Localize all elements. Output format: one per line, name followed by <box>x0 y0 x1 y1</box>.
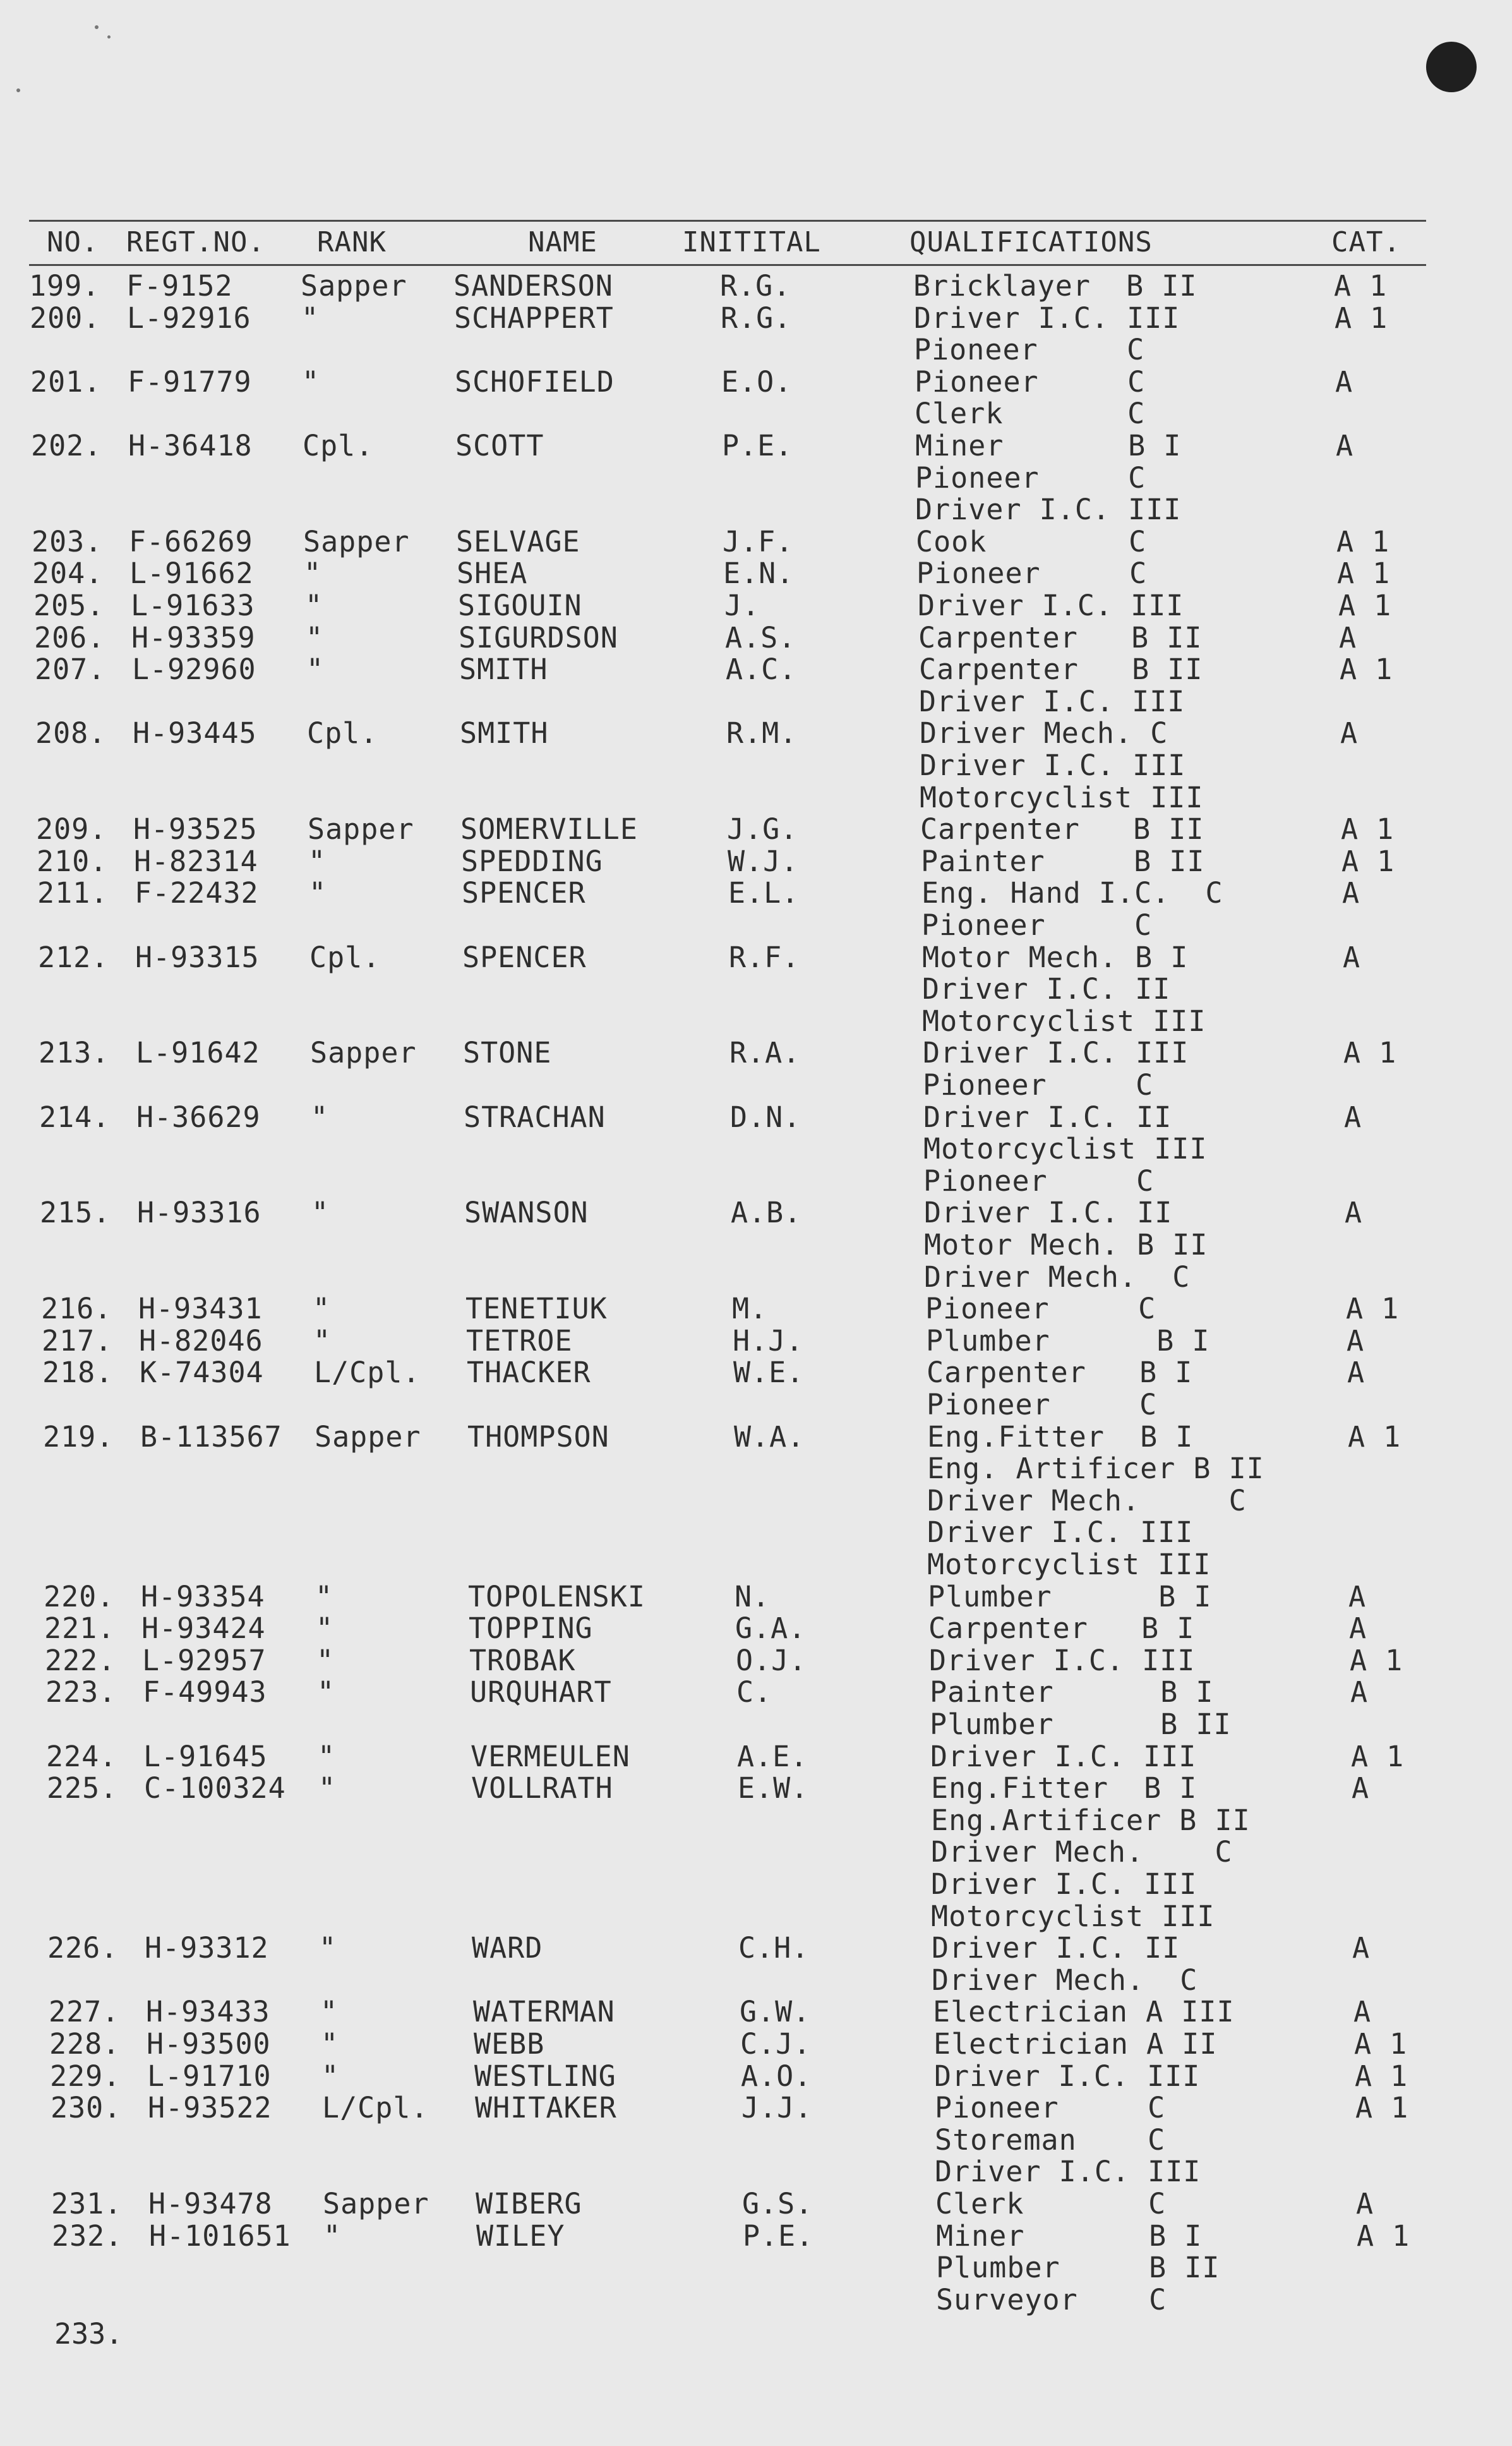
entry-rank: " <box>321 2059 340 2093</box>
entry-no: 229. <box>50 2059 121 2093</box>
entry-qualification: Plumber B II <box>930 1708 1232 1741</box>
entry-name: STRACHAN <box>464 1100 606 1134</box>
entry-regt-no: K-74304 <box>140 1356 264 1390</box>
entry-qualification: Plumber B I <box>928 1579 1212 1613</box>
entry-name: TOPOLENSKI <box>468 1579 645 1613</box>
entry-cat: A 1 <box>1357 2219 1410 2253</box>
entry-qualification: Driver I.C. III <box>929 1643 1196 1677</box>
entry-qualification: Pioneer C <box>915 461 1146 495</box>
entry-no: 227. <box>49 1995 120 2029</box>
entry-qualification: Driver Mech. C <box>931 1835 1233 1869</box>
entry-regt-no: H-82314 <box>134 844 258 878</box>
entry-initial: A.S. <box>725 620 796 654</box>
header-rank: RANK <box>317 226 387 258</box>
entry-initial: P.E. <box>722 429 793 462</box>
entry-initial: A.B. <box>731 1196 802 1230</box>
entry-rank: " <box>309 876 327 910</box>
entry-name: WILEY <box>476 2219 565 2253</box>
entry-initial: A.O. <box>741 2059 812 2093</box>
entry-initial: C. <box>736 1675 772 1709</box>
entry-initial: J.J. <box>741 2091 813 2125</box>
entry-regt-no: C-100324 <box>144 1771 286 1805</box>
entry-rank: Cpl. <box>307 716 378 750</box>
entry-qualification: Electrician A II <box>933 2027 1218 2061</box>
entry-rank: " <box>318 1771 337 1805</box>
entry-cat: A <box>1344 1100 1362 1134</box>
entry-initial: J.G. <box>727 812 798 846</box>
entry-initial: J.F. <box>723 524 794 558</box>
entry-rank: L/Cpl. <box>314 1356 421 1390</box>
entry-rank: " <box>316 1612 334 1646</box>
entry-initial: R.F. <box>729 940 800 974</box>
entry-initial: E.O. <box>721 364 793 399</box>
entry-cat: A 1 <box>1340 653 1393 687</box>
entry-rank: " <box>319 1931 337 1965</box>
entry-regt-no: H-93431 <box>138 1292 263 1326</box>
entry-qualification: Driver Mech. C <box>927 1483 1247 1517</box>
header-no: NO. <box>47 226 99 258</box>
paper-speck <box>95 25 99 29</box>
entry-regt-no: H-93316 <box>137 1196 261 1230</box>
entry-qualification: Clerk C <box>915 397 1146 431</box>
entry-initial: C.J. <box>740 2027 812 2061</box>
entry-initial: W.E. <box>733 1356 805 1390</box>
entry-rank: " <box>318 1739 336 1773</box>
entry-cat: A 1 <box>1341 812 1395 846</box>
entry-initial: W.J. <box>728 844 799 878</box>
entry-regt-no: H-93359 <box>131 620 256 654</box>
entry-name: SMITH <box>460 716 549 750</box>
entry-cat: A 1 <box>1351 1739 1405 1773</box>
entry-rank: Cpl. <box>309 940 381 974</box>
entry-qualification: Driver I.C. III <box>935 2155 1201 2189</box>
entry-rank: " <box>317 1675 335 1709</box>
entry-cat: A <box>1335 364 1353 399</box>
entry-qualification: Driver I.C. III <box>919 684 1185 718</box>
entry-regt-no: F-66269 <box>129 524 253 558</box>
entry-name: TROBAK <box>469 1643 576 1677</box>
entry-rank: " <box>304 557 322 591</box>
entry-no: 207. <box>35 653 106 687</box>
entry-cat: A <box>1353 1995 1372 2029</box>
entry-initial: P.E. <box>743 2219 814 2253</box>
entry-cat: A 1 <box>1355 2091 1409 2125</box>
entry-qualification: Miner B I <box>915 429 1182 462</box>
entry-regt-no: H-93522 <box>148 2091 272 2125</box>
entry-qualification: Pioneer C <box>935 2091 1166 2125</box>
entry-qualification: Cook C <box>916 524 1147 558</box>
entry-initial: E.W. <box>738 1771 809 1805</box>
entry-rank: L/Cpl. <box>322 2091 429 2125</box>
entry-no: 203. <box>32 524 103 558</box>
entry-qualification: Pioneer C <box>916 557 1148 591</box>
entry-regt-no: H-82046 <box>139 1323 263 1358</box>
entry-cat: A 1 <box>1337 557 1391 591</box>
entry-cat: A 1 <box>1338 589 1392 622</box>
entry-name: SANDERSON <box>453 269 613 303</box>
entry-no: 220. <box>44 1579 115 1613</box>
entry-cat: A <box>1356 2187 1374 2220</box>
entry-qualification: Pioneer C <box>923 1068 1154 1102</box>
entry-name: THACKER <box>467 1356 591 1390</box>
entry-name: SCOTT <box>455 429 544 462</box>
entry-no: 202. <box>31 429 102 462</box>
entry-initial: E.N. <box>723 557 795 591</box>
entry-qualification: Eng.Artificer B II <box>931 1803 1251 1837</box>
entry-qualification: Driver I.C. III <box>927 1515 1194 1550</box>
entry-regt-no: H-93315 <box>135 940 260 974</box>
entry-qualification: Motorcyclist III <box>923 1132 1208 1166</box>
entry-cat: A 1 <box>1334 269 1388 303</box>
entry-rank: " <box>308 844 327 878</box>
entry-no: 208. <box>35 716 107 750</box>
entry-rank: " <box>301 301 320 335</box>
entry-regt-no: H-93354 <box>141 1579 265 1613</box>
entry-regt-no: F-22432 <box>135 876 259 910</box>
entry-initial: G.A. <box>735 1612 807 1646</box>
entry-qualification: Driver I.C. III <box>918 589 1184 622</box>
entry-qualification: Storeman C <box>935 2123 1166 2157</box>
entry-cat: A 1 <box>1355 2059 1408 2093</box>
entry-rank: " <box>323 2219 342 2253</box>
entry-initial: R.A. <box>729 1036 801 1070</box>
entry-no: 215. <box>40 1196 111 1230</box>
entry-qualification: Driver I.C. II <box>923 1100 1172 1134</box>
entry-cat: A <box>1349 1612 1367 1646</box>
entry-rank: " <box>315 1579 333 1613</box>
entry-no: 232. <box>52 2219 123 2253</box>
entry-qualification: Driver Mech. C <box>920 716 1168 750</box>
entry-initial: R.M. <box>726 716 798 750</box>
entry-qualification: Driver I.C. III <box>931 1867 1197 1901</box>
entry-qualification: Motorcyclist III <box>931 1899 1215 1933</box>
entry-no: 212. <box>38 940 109 974</box>
entry-cat: A 1 <box>1336 524 1390 558</box>
entry-name: URQUHART <box>470 1675 612 1709</box>
entry-qualification: Carpenter B II <box>918 620 1203 654</box>
entry-cat: A 1 <box>1350 1643 1403 1677</box>
entry-name: SPEDDING <box>461 844 603 878</box>
entry-qualification: Electrician A III <box>933 1995 1235 2029</box>
entry-cat: A 1 <box>1354 2027 1408 2061</box>
entry-qualification: Eng.Fitter B I <box>927 1419 1194 1454</box>
entry-name: TENETIUK <box>465 1292 608 1326</box>
entry-no: 211. <box>37 876 109 910</box>
entry-name: STONE <box>463 1036 552 1070</box>
entry-rank: Sapper <box>308 812 414 846</box>
entry-name: VERMEULEN <box>471 1739 630 1773</box>
entry-no: 204. <box>32 557 104 591</box>
entry-rank: " <box>306 620 324 654</box>
entry-no: 225. <box>47 1771 118 1805</box>
entry-qualification: Driver I.C. III <box>930 1739 1197 1773</box>
entry-initial: A.E. <box>737 1739 808 1773</box>
entry-no: 226. <box>47 1931 119 1965</box>
header-bottom-rule <box>29 264 1426 266</box>
entry-qualification: Painter B I <box>930 1675 1214 1709</box>
entry-name: TETROE <box>466 1323 573 1358</box>
entry-rank: " <box>302 364 320 399</box>
entry-qualification: Pioneer C <box>915 364 1146 399</box>
entry-regt-no: F-91779 <box>128 364 252 399</box>
entry-cat: A <box>1352 1931 1371 1965</box>
entry-no: 200. <box>30 301 101 335</box>
entry-initial: N. <box>735 1579 771 1613</box>
entry-qualification: Bricklayer B II <box>913 269 1197 303</box>
entry-name: SIGURDSON <box>459 620 618 654</box>
entry-regt-no: H-93312 <box>145 1931 269 1965</box>
entry-qualification: Eng. Hand I.C. C <box>921 876 1223 910</box>
entry-cat: A <box>1342 876 1360 910</box>
entry-rank: " <box>320 1995 339 2029</box>
entry-no: 224. <box>46 1739 117 1773</box>
entry-name: SCHOFIELD <box>455 364 615 399</box>
entry-name: SOMERVILLE <box>460 812 638 846</box>
entry-rank: " <box>305 589 323 622</box>
entry-initial: C.H. <box>738 1931 810 1965</box>
header-initial: INITITAL <box>682 226 821 258</box>
entry-regt-no: L-91662 <box>129 557 254 591</box>
entry-cat: A 1 <box>1346 1292 1400 1326</box>
entry-name: SMITH <box>459 653 548 687</box>
entry-regt-no: H-93445 <box>133 716 257 750</box>
entry-regt-no: F-9152 <box>126 269 233 303</box>
entry-rank: " <box>311 1100 329 1134</box>
entry-rank: Sapper <box>323 2187 429 2220</box>
header-regt-no: REGT.NO. <box>126 226 265 258</box>
punch-hole <box>1426 42 1477 92</box>
entry-name: WARD <box>472 1931 543 1965</box>
entry-cat: A <box>1347 1356 1365 1390</box>
entry-regt-no: B-113567 <box>140 1419 282 1454</box>
entry-rank: " <box>316 1643 335 1677</box>
entry-name: SCHAPPERT <box>454 301 614 335</box>
entry-rank: Cpl. <box>303 429 374 462</box>
entry-qualification: Surveyor C <box>936 2282 1167 2316</box>
entry-regt-no: H-93424 <box>141 1612 266 1646</box>
entry-cat: A <box>1345 1196 1363 1230</box>
entry-qualification: Pioneer C <box>925 1292 1156 1326</box>
entry-no: 199. <box>29 269 100 303</box>
entry-name: THOMPSON <box>467 1419 609 1454</box>
paper-speck <box>107 35 111 39</box>
entry-qualification: Driver I.C. III <box>923 1036 1189 1070</box>
entry-cat: A <box>1350 1675 1369 1709</box>
entry-rank: " <box>321 2027 339 2061</box>
entry-qualification: Pioneer C <box>921 908 1153 942</box>
entry-qualification: Carpenter B II <box>920 812 1204 846</box>
entry-no: 213. <box>39 1036 110 1070</box>
entry-cat: A <box>1343 940 1361 974</box>
entry-cat: A 1 <box>1335 301 1388 335</box>
entry-name: WESTLING <box>474 2059 616 2093</box>
entry-qualification: Motorcyclist III <box>922 1004 1206 1038</box>
entry-rank: " <box>311 1196 330 1230</box>
entry-name: SELVAGE <box>456 524 580 558</box>
next-entry-number: 233. <box>54 2317 123 2351</box>
entry-qualification: Painter B II <box>921 844 1205 878</box>
entry-qualification: Pioneer C <box>914 333 1145 367</box>
entry-no: 219. <box>43 1419 114 1454</box>
paper-speck <box>16 88 20 92</box>
entry-cat: A <box>1339 620 1357 654</box>
entry-initial: O.J. <box>736 1643 807 1677</box>
entry-qualification: Motorcyclist III <box>920 780 1204 814</box>
entry-name: SHEA <box>457 557 528 591</box>
entry-qualification: Plumber B II <box>936 2251 1220 2285</box>
entry-cat: A <box>1348 1579 1367 1613</box>
entry-no: 205. <box>33 589 105 622</box>
entry-name: SPENCER <box>462 876 586 910</box>
entry-regt-no: L-91645 <box>143 1739 268 1773</box>
entry-qualification: Pioneer C <box>923 1164 1155 1198</box>
entry-name: VOLLRATH <box>471 1771 613 1805</box>
entry-name: WATERMAN <box>473 1995 615 2029</box>
entry-rank: Sapper <box>315 1419 421 1454</box>
entry-qualification: Eng.Fitter B I <box>931 1771 1197 1805</box>
entry-qualification: Driver I.C. III <box>920 749 1186 782</box>
entry-qualification: Motorcyclist III <box>927 1548 1211 1581</box>
header-top-rule <box>29 220 1426 222</box>
header-name: NAME <box>528 226 597 258</box>
entry-no: 209. <box>36 812 107 846</box>
entry-regt-no: F-49943 <box>143 1675 267 1709</box>
entry-name: SPENCER <box>462 940 587 974</box>
entry-qualification: Driver I.C. II <box>922 972 1171 1006</box>
entry-name: TOPPING <box>469 1612 593 1646</box>
entry-name: WIBERG <box>476 2187 582 2220</box>
entry-initial: W.A. <box>734 1419 805 1454</box>
entry-rank: Sapper <box>301 269 407 303</box>
entry-name: SIGOUIN <box>458 589 582 622</box>
entry-qualification: Plumber B I <box>926 1323 1210 1358</box>
header-qualifications: QUALIFICATIONS <box>909 226 1153 258</box>
entry-qualification: Carpenter B II <box>919 653 1203 687</box>
entry-no: 217. <box>42 1323 113 1358</box>
entry-initial: D.N. <box>730 1100 801 1134</box>
entry-initial: G.S. <box>742 2187 813 2220</box>
entry-rank: " <box>313 1323 332 1358</box>
entry-no: 231. <box>51 2187 123 2220</box>
entry-qualification: Clerk C <box>935 2187 1167 2220</box>
entry-regt-no: H-93433 <box>146 1995 270 2029</box>
entry-regt-no: L-91642 <box>136 1036 260 1070</box>
entry-qualification: Pioneer C <box>927 1388 1158 1421</box>
entry-regt-no: H-93525 <box>133 812 258 846</box>
entry-name: WHITAKER <box>475 2091 617 2125</box>
entry-no: 206. <box>34 620 105 654</box>
entry-cat: A <box>1336 429 1354 462</box>
entry-no: 214. <box>39 1100 111 1134</box>
entry-regt-no: L-92960 <box>132 653 256 687</box>
entry-regt-no: L-91710 <box>147 2059 272 2093</box>
entry-rank: " <box>306 653 325 687</box>
entry-regt-no: H-36418 <box>128 429 253 462</box>
entry-initial: A.C. <box>726 653 797 687</box>
entry-cat: A <box>1347 1323 1365 1358</box>
entry-qualification: Carpenter B I <box>927 1356 1193 1390</box>
entry-regt-no: L-92916 <box>127 301 251 335</box>
entry-no: 222. <box>45 1643 116 1677</box>
header-cat: CAT. <box>1331 226 1401 258</box>
entry-regt-no: L-91633 <box>131 589 255 622</box>
entry-qualification: Driver Mech. C <box>932 1963 1198 1997</box>
entry-qualification: Carpenter B I <box>928 1612 1195 1646</box>
entry-regt-no: H-93500 <box>147 2027 271 2061</box>
entry-initial: E.L. <box>728 876 800 910</box>
entry-qualification: Driver I.C. III <box>914 301 1180 335</box>
entry-initial: R.G. <box>721 301 792 335</box>
entry-initial: M. <box>732 1292 768 1326</box>
entry-no: 228. <box>49 2027 121 2061</box>
entry-no: 216. <box>41 1292 112 1326</box>
entry-initial: H.J. <box>733 1323 804 1358</box>
entry-cat: A 1 <box>1343 1036 1397 1070</box>
entry-no: 221. <box>44 1612 116 1646</box>
entry-qualification: Motor Mech. B I <box>922 940 1189 974</box>
entry-qualification: Motor Mech. B II <box>924 1228 1208 1262</box>
entry-cat: A 1 <box>1341 844 1395 878</box>
entry-regt-no: H-93478 <box>148 2187 273 2220</box>
entry-no: 218. <box>42 1356 114 1390</box>
entry-rank: " <box>313 1292 331 1326</box>
entry-rank: Sapper <box>303 524 410 558</box>
entry-rank: Sapper <box>310 1036 417 1070</box>
entry-regt-no: H-36629 <box>136 1100 261 1134</box>
entry-no: 223. <box>45 1675 117 1709</box>
entry-no: 210. <box>37 844 108 878</box>
entry-qualification: Driver I.C. II <box>932 1931 1180 1965</box>
entry-initial: J. <box>724 589 760 622</box>
entry-qualification: Eng. Artificer B II <box>927 1452 1264 1486</box>
entry-qualification: Driver I.C. II <box>924 1196 1173 1230</box>
entry-no: 201. <box>30 364 102 399</box>
entry-qualification: Driver Mech. C <box>924 1260 1191 1294</box>
entry-no: 230. <box>51 2091 122 2125</box>
entry-cat: A <box>1340 716 1359 750</box>
entry-cat: A <box>1352 1771 1370 1805</box>
entry-regt-no: L-92957 <box>142 1643 267 1677</box>
entry-qualification: Miner B I <box>936 2219 1203 2253</box>
entry-initial: R.G. <box>720 269 791 303</box>
entry-qualification: Driver I.C. III <box>934 2059 1201 2093</box>
entry-regt-no: H-101651 <box>149 2219 291 2253</box>
entry-qualification: Driver I.C. III <box>915 493 1182 527</box>
entry-name: SWANSON <box>464 1196 589 1230</box>
entry-name: WEBB <box>474 2027 545 2061</box>
entry-initial: G.W. <box>740 1995 811 2029</box>
entry-cat: A 1 <box>1348 1419 1401 1454</box>
